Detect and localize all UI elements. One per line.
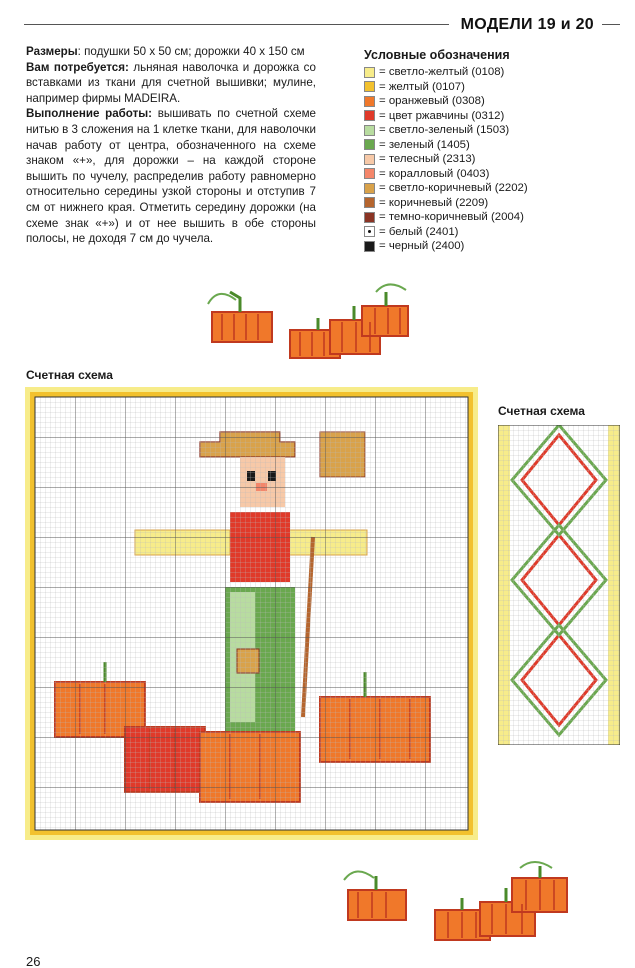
legend-item: [364, 109, 604, 124]
legend-item: [364, 196, 604, 211]
legend-item-label: = коричневый (2209): [379, 196, 489, 209]
color-swatch-icon: [364, 212, 375, 223]
color-swatch-icon: [364, 139, 375, 150]
color-swatch-icon: [364, 197, 375, 208]
needs-label: Вам потребуется:: [26, 60, 129, 74]
legend-item-label: = желтый (0107): [379, 80, 465, 93]
pumpkin-group-icon: [290, 284, 408, 358]
color-swatch-icon: [364, 154, 375, 165]
intro-text: [26, 44, 316, 247]
legend-item-label: = черный (2400): [379, 240, 465, 253]
border-strip-chart: [498, 425, 620, 745]
work-paragraph: [26, 106, 316, 246]
pumpkin-small-icon: [344, 871, 406, 920]
pumpkin-small-icon: [208, 292, 272, 342]
scarecrow-cross-stitch-chart: [25, 387, 478, 840]
legend-item-label: = оранжевый (0308): [379, 95, 485, 108]
work-text: вышивать по счетной схеме нитью в 3 сложения на 1 клетке ткани, для наволочки начав работу от центра, обозначенного на схеме знаком «+», для дорожки – на каждой стороне вышить по чучелу, распределив работу равномерно относительно середины узкой стороны и отступив 7 см от нижнего края. Отметить середину дорожки (на схеме знак «+») и от нее вышить в обе стороны полосы, не доходя 7 см до чучела.: [26, 107, 316, 246]
strip-grid: [498, 425, 620, 745]
legend-item-label: = темно-коричневый (2004): [379, 211, 524, 224]
color-swatch-icon: [364, 125, 375, 136]
legend-item-label: = светло-зеленый (1503): [379, 124, 510, 137]
color-swatch-icon: [364, 96, 375, 107]
color-swatch-icon: [364, 81, 375, 92]
header-rule: [24, 14, 620, 36]
legend-item-label: = зеленый (1405): [379, 138, 470, 151]
legend-item-label: = телесный (2313): [379, 153, 476, 166]
legend-item: [364, 181, 604, 196]
legend-item-label: = светло-коричневый (2202): [379, 182, 528, 195]
legend-item-label: = цвет ржавчины (0312): [379, 109, 505, 122]
legend-item: [364, 94, 604, 109]
needs-paragraph: [26, 60, 316, 107]
legend-item-label: = светло-желтый (0108): [379, 66, 505, 79]
needs-text: льняная наволочка и дорожка со вставками из ткани для счетной вышивки; мулине, например фирмы MADEIRA.: [26, 60, 317, 105]
legend-item-label: = коралловый (0403): [379, 167, 490, 180]
legend-item: [364, 167, 604, 182]
pumpkins-decoration-bottom: [340, 860, 585, 950]
legend-item: [364, 210, 604, 225]
legend-item: [364, 80, 604, 95]
legend-rows: [364, 65, 604, 254]
color-swatch-icon: [364, 183, 375, 194]
page-title: МОДЕЛИ 19 и 20: [449, 16, 602, 34]
color-legend: [364, 48, 604, 254]
legend-item: [364, 123, 604, 138]
legend-item: [364, 239, 604, 254]
color-swatch-icon: [364, 67, 375, 78]
color-swatch-icon: [364, 241, 375, 252]
color-swatch-icon: [364, 226, 375, 237]
color-swatch-icon: [364, 168, 375, 179]
sizes-text: : подушки 50 х 50 см; дорожки 40 х 150 см: [77, 45, 305, 58]
sizes-label: Размеры: [26, 45, 78, 58]
main-chart-label: Счетная схема: [26, 368, 113, 382]
pumpkins-decoration-top: [200, 280, 420, 365]
legend-item: [364, 65, 604, 80]
legend-item: [364, 152, 604, 167]
sizes-paragraph: [26, 44, 316, 60]
legend-item: [364, 225, 604, 240]
legend-item: [364, 138, 604, 153]
legend-item-label: = белый (2401): [379, 225, 459, 238]
page-number: 26: [26, 954, 41, 968]
color-swatch-icon: [364, 110, 375, 121]
pumpkin-group-icon: [435, 862, 567, 940]
strip-chart-label: Счетная схема: [498, 404, 585, 418]
legend-title: Условные обозначения: [364, 48, 510, 62]
work-label: Выполнение работы:: [26, 107, 153, 121]
chart-grid-major: [35, 397, 468, 830]
